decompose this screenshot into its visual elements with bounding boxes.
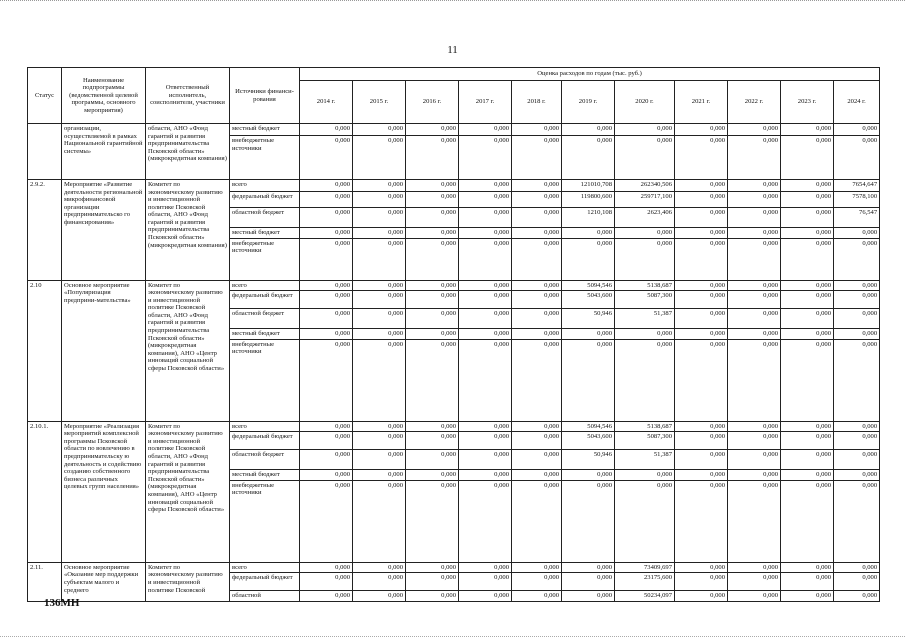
cell-value: 0,000: [615, 339, 675, 421]
footer-code: 136МН: [44, 597, 80, 609]
cell-value: 0,000: [675, 309, 728, 329]
header-year: 2018 г.: [512, 81, 562, 124]
cell-source: местный бюджет: [230, 124, 300, 136]
table-row: [28, 562, 880, 573]
cell-value: 0,000: [459, 421, 512, 432]
cell-value: 0,000: [728, 238, 781, 280]
cell-value: 0,000: [300, 573, 353, 591]
cell-source: всего: [230, 180, 300, 192]
cell-value: 0,000: [300, 208, 353, 228]
cell-value: 2623,406: [615, 208, 675, 228]
header-year: 2020 г.: [615, 81, 675, 124]
cell-value: 23175,600: [615, 573, 675, 591]
cell-value: 0,000: [353, 573, 406, 591]
cell-name: организации, осуществляемой в рамках Национальной гарантийной системы»: [62, 124, 146, 180]
cell-status: 2.10.1.: [28, 421, 62, 562]
cell-value: 0,000: [406, 450, 459, 470]
cell-value: 0,000: [512, 228, 562, 239]
cell-value: 0,000: [834, 291, 880, 309]
cell-source: областной: [230, 591, 300, 602]
cell-value: 0,000: [406, 291, 459, 309]
cell-value: 0,000: [834, 309, 880, 329]
header-status: Статус: [28, 68, 62, 124]
cell-value: 0,000: [675, 480, 728, 562]
table-row: [28, 124, 880, 136]
cell-value: 0,000: [562, 562, 615, 573]
cell-value: 0,000: [675, 470, 728, 481]
cell-value: 0,000: [781, 180, 834, 192]
cell-value: 0,000: [353, 192, 406, 208]
cell-value: 0,000: [353, 136, 406, 180]
cell-value: 1210,108: [562, 208, 615, 228]
cell-value: 0,000: [353, 432, 406, 450]
table-row: [28, 280, 880, 291]
cell-source: всего: [230, 280, 300, 291]
cell-value: 76,547: [834, 208, 880, 228]
cell-value: 0,000: [728, 208, 781, 228]
cell-value: 0,000: [353, 124, 406, 136]
cell-value: 0,000: [406, 421, 459, 432]
cell-value: 0,000: [834, 573, 880, 591]
cell-value: 0,000: [781, 573, 834, 591]
cell-value: 0,000: [675, 180, 728, 192]
cell-value: 0,000: [406, 309, 459, 329]
cell-value: 0,000: [728, 470, 781, 481]
cell-value: 0,000: [459, 591, 512, 602]
cell-value: 5087,300: [615, 291, 675, 309]
cell-value: 0,000: [300, 124, 353, 136]
cell-value: 0,000: [675, 591, 728, 602]
cell-value: 0,000: [459, 573, 512, 591]
cell-value: 5087,300: [615, 432, 675, 450]
cell-value: 0,000: [353, 562, 406, 573]
cell-value: 0,000: [834, 124, 880, 136]
header-name: Наименование подпрограммы (ведомственной целевой программы, основного мероприятия): [62, 68, 146, 124]
cell-value: 0,000: [781, 329, 834, 340]
cell-value: 0,000: [834, 450, 880, 470]
cell-value: 0,000: [615, 238, 675, 280]
cell-value: 0,000: [675, 291, 728, 309]
cell-source: областной бюджет: [230, 450, 300, 470]
cell-value: 0,000: [300, 562, 353, 573]
cell-source: внебюджетные источники: [230, 339, 300, 421]
cell-value: 0,000: [300, 228, 353, 239]
cell-value: 0,000: [406, 480, 459, 562]
cell-value: 0,000: [300, 480, 353, 562]
cell-value: 0,000: [781, 192, 834, 208]
cell-value: 0,000: [834, 228, 880, 239]
cell-source: федеральный бюджет: [230, 291, 300, 309]
cell-value: 0,000: [834, 339, 880, 421]
cell-value: 0,000: [675, 136, 728, 180]
cell-value: 0,000: [728, 228, 781, 239]
cell-value: 0,000: [562, 329, 615, 340]
cell-status: [28, 124, 62, 180]
cell-value: 0,000: [675, 562, 728, 573]
cell-value: 0,000: [512, 280, 562, 291]
cell-value: 0,000: [406, 470, 459, 481]
cell-source: внебюджетные источники: [230, 480, 300, 562]
cell-name: Основное мероприятие «Популяризация предприни-мательства»: [62, 280, 146, 421]
cell-value: 0,000: [459, 192, 512, 208]
cell-value: 0,000: [459, 309, 512, 329]
cell-value: 0,000: [459, 339, 512, 421]
cell-value: 0,000: [562, 573, 615, 591]
cell-value: 0,000: [406, 562, 459, 573]
cell-value: 0,000: [728, 192, 781, 208]
cell-value: 0,000: [615, 329, 675, 340]
cell-value: 0,000: [353, 280, 406, 291]
cell-value: 0,000: [834, 470, 880, 481]
cell-value: 5094,546: [562, 280, 615, 291]
cell-value: 0,000: [459, 562, 512, 573]
cell-value: 5138,687: [615, 280, 675, 291]
cell-value: 0,000: [459, 180, 512, 192]
cell-value: 0,000: [459, 208, 512, 228]
cell-source: местный бюджет: [230, 329, 300, 340]
cell-value: 0,000: [512, 192, 562, 208]
cell-status: 2.9.2.: [28, 180, 62, 281]
cell-value: 0,000: [781, 339, 834, 421]
cell-value: 0,000: [353, 450, 406, 470]
cell-value: 0,000: [353, 309, 406, 329]
cell-value: 0,000: [300, 432, 353, 450]
header-year: 2019 г.: [562, 81, 615, 124]
cell-value: 0,000: [353, 291, 406, 309]
cell-executor: Комитет по экономическому развитию и инвестиционной политике Псковской области, АНО «Фонд гарантий и развития предпринимательства Псковской области» (микрокредитная компания), АНО «Центр инноваций социальной сферы Псковской области»: [146, 421, 230, 562]
cell-value: 5043,600: [562, 291, 615, 309]
cell-value: 0,000: [406, 432, 459, 450]
header-year: 2017 г.: [459, 81, 512, 124]
cell-value: 0,000: [781, 562, 834, 573]
header-estimate: Оценка расходов по годам (тыс. руб.): [300, 68, 880, 81]
cell-value: 0,000: [512, 238, 562, 280]
cell-value: 0,000: [781, 124, 834, 136]
cell-value: 0,000: [512, 339, 562, 421]
cell-value: 0,000: [406, 124, 459, 136]
cell-value: 0,000: [834, 280, 880, 291]
cell-value: 0,000: [675, 192, 728, 208]
cell-value: 0,000: [615, 124, 675, 136]
cell-source: местный бюджет: [230, 228, 300, 239]
cell-value: 51,387: [615, 450, 675, 470]
cell-executor: Комитет по экономическому развитию и инвестиционной политике Псковской области, АНО «Фонд гарантий и развития предпринимательства Псковской области» (микрокредитная компания): [146, 180, 230, 281]
cell-value: 0,000: [512, 470, 562, 481]
cell-value: 0,000: [406, 136, 459, 180]
cell-value: 0,000: [406, 238, 459, 280]
cell-value: 0,000: [781, 591, 834, 602]
cell-value: 0,000: [834, 562, 880, 573]
cell-value: 0,000: [675, 228, 728, 239]
cell-value: 0,000: [512, 450, 562, 470]
cell-value: 0,000: [834, 480, 880, 562]
cell-value: 0,000: [512, 208, 562, 228]
cell-value: 0,000: [781, 228, 834, 239]
cell-value: 0,000: [512, 480, 562, 562]
cell-value: 0,000: [728, 421, 781, 432]
cell-value: 0,000: [728, 432, 781, 450]
cell-value: 0,000: [675, 280, 728, 291]
cell-source: всего: [230, 421, 300, 432]
cell-name: Основное мероприятие «Оказание мер поддержки субъектам малого и среднего: [62, 562, 146, 601]
cell-value: 0,000: [728, 124, 781, 136]
cell-value: 0,000: [781, 280, 834, 291]
cell-value: 0,000: [353, 421, 406, 432]
cell-value: 5138,687: [615, 421, 675, 432]
cell-value: 0,000: [406, 591, 459, 602]
cell-value: 0,000: [675, 432, 728, 450]
cell-value: 0,000: [459, 291, 512, 309]
cell-value: 0,000: [834, 591, 880, 602]
cell-value: 7654,647: [834, 180, 880, 192]
bottom-scan-edge: [0, 636, 905, 638]
cell-source: внебюджетные источники: [230, 238, 300, 280]
cell-value: 121010,708: [562, 180, 615, 192]
cell-value: 0,000: [728, 450, 781, 470]
cell-value: 0,000: [459, 470, 512, 481]
cell-value: 0,000: [728, 180, 781, 192]
cell-executor: Комитет по экономическому развитию и инвестиционной политике Псковской: [146, 562, 230, 601]
cell-value: 0,000: [781, 432, 834, 450]
cell-value: 0,000: [728, 480, 781, 562]
table-body: [28, 124, 880, 602]
cell-value: 0,000: [300, 136, 353, 180]
cell-value: 0,000: [675, 238, 728, 280]
cell-value: 0,000: [675, 339, 728, 421]
table-row: [28, 180, 880, 192]
cell-value: 0,000: [512, 591, 562, 602]
header-source: Источники финанси-рования: [230, 68, 300, 124]
cell-value: 0,000: [562, 480, 615, 562]
cell-value: 0,000: [728, 339, 781, 421]
cell-value: 0,000: [615, 480, 675, 562]
cell-value: 51,387: [615, 309, 675, 329]
cell-value: 0,000: [406, 339, 459, 421]
cell-value: 0,000: [300, 192, 353, 208]
cell-source: федеральный бюджет: [230, 432, 300, 450]
cell-name: Мероприятие «Реализация мероприятий комплексной программы Псковской области по вовлечению в предпринимательску ю деятельность и содействию созданию собственного бизнеса различных целевых групп населения»: [62, 421, 146, 562]
cell-value: 0,000: [834, 136, 880, 180]
cell-value: 0,000: [512, 309, 562, 329]
cell-value: 0,000: [781, 309, 834, 329]
cell-value: 0,000: [675, 124, 728, 136]
cell-status: 2.11.: [28, 562, 62, 601]
cell-value: 0,000: [781, 291, 834, 309]
cell-value: 0,000: [353, 470, 406, 481]
cell-executor: области, АНО «Фонд гарантий и развития предпринимательства Псковской области» (микрокредитная компания): [146, 124, 230, 180]
cell-value: 0,000: [300, 339, 353, 421]
cell-value: 0,000: [834, 238, 880, 280]
cell-value: 0,000: [834, 432, 880, 450]
cell-value: 0,000: [781, 480, 834, 562]
cell-value: 0,000: [353, 180, 406, 192]
cell-source: областной бюджет: [230, 208, 300, 228]
cell-value: 119800,600: [562, 192, 615, 208]
cell-value: 0,000: [300, 280, 353, 291]
cell-value: 0,000: [781, 450, 834, 470]
cell-source: местный бюджет: [230, 470, 300, 481]
cell-value: 5043,600: [562, 432, 615, 450]
cell-value: 0,000: [459, 124, 512, 136]
cell-value: 0,000: [562, 339, 615, 421]
cell-value: 0,000: [459, 450, 512, 470]
cell-value: 0,000: [459, 432, 512, 450]
cell-value: 7578,100: [834, 192, 880, 208]
cell-value: 50,946: [562, 450, 615, 470]
cell-value: 259717,100: [615, 192, 675, 208]
header-year: 2023 г.: [781, 81, 834, 124]
cell-value: 0,000: [353, 339, 406, 421]
cell-value: 0,000: [300, 291, 353, 309]
cell-source: федеральный бюджет: [230, 573, 300, 591]
cell-value: 0,000: [728, 562, 781, 573]
top-scan-edge: [0, 0, 905, 2]
cell-value: 0,000: [562, 238, 615, 280]
cell-value: 0,000: [512, 421, 562, 432]
cell-value: 0,000: [562, 470, 615, 481]
cell-value: 50234,097: [615, 591, 675, 602]
cell-value: 0,000: [406, 280, 459, 291]
cell-source: областной бюджет: [230, 309, 300, 329]
cell-value: 0,000: [675, 450, 728, 470]
header-year: 2021 г.: [675, 81, 728, 124]
cell-value: 0,000: [781, 136, 834, 180]
page-number: 11: [447, 44, 458, 56]
cell-value: 0,000: [512, 180, 562, 192]
cell-value: 0,000: [512, 432, 562, 450]
cell-value: 0,000: [728, 291, 781, 309]
cell-value: 0,000: [781, 208, 834, 228]
cell-value: 0,000: [353, 228, 406, 239]
cell-value: 50,946: [562, 309, 615, 329]
header-year: 2022 г.: [728, 81, 781, 124]
cell-value: 0,000: [728, 136, 781, 180]
cell-value: 0,000: [615, 470, 675, 481]
cell-value: 0,000: [353, 238, 406, 280]
cell-value: 0,000: [459, 136, 512, 180]
cell-value: 0,000: [406, 208, 459, 228]
cell-executor: Комитет по экономическому развитию и инвестиционной политике Псковской области, АНО «Фонд гарантий и развития предпринимательства Псковской области» (микрокредитная компания), АНО «Центр инноваций социальной сферы Псковской области»: [146, 280, 230, 421]
cell-status: 2.10: [28, 280, 62, 421]
cell-value: 0,000: [834, 329, 880, 340]
cell-value: 0,000: [512, 291, 562, 309]
cell-value: 0,000: [406, 329, 459, 340]
cell-value: 0,000: [615, 136, 675, 180]
cell-value: 0,000: [675, 208, 728, 228]
cell-value: 0,000: [459, 238, 512, 280]
cell-value: 0,000: [781, 470, 834, 481]
cell-value: 0,000: [459, 280, 512, 291]
cell-value: 0,000: [353, 480, 406, 562]
cell-value: 0,000: [615, 228, 675, 239]
cell-value: 0,000: [728, 280, 781, 291]
cell-value: 0,000: [512, 124, 562, 136]
cell-source: внебюджетные источники: [230, 136, 300, 180]
cell-value: 262340,506: [615, 180, 675, 192]
cell-value: 0,000: [300, 329, 353, 340]
cell-value: 0,000: [459, 480, 512, 562]
cell-value: 0,000: [675, 573, 728, 591]
cell-source: всего: [230, 562, 300, 573]
cell-value: 0,000: [406, 228, 459, 239]
cell-value: 0,000: [562, 228, 615, 239]
cell-value: 0,000: [300, 450, 353, 470]
cell-value: 0,000: [300, 591, 353, 602]
cell-value: 0,000: [406, 573, 459, 591]
cell-value: 0,000: [781, 421, 834, 432]
header-year: 2014 г.: [300, 81, 353, 124]
cell-value: 0,000: [675, 329, 728, 340]
cell-value: 0,000: [562, 124, 615, 136]
cell-value: 73409,697: [615, 562, 675, 573]
cell-value: 0,000: [512, 573, 562, 591]
budget-table: [27, 67, 880, 602]
cell-value: 0,000: [781, 238, 834, 280]
cell-name: Мероприятие «Развитие деятельности региональной микрофинансовой организации предпринимательско го финансирования»: [62, 180, 146, 281]
cell-value: 5094,546: [562, 421, 615, 432]
cell-value: 0,000: [353, 591, 406, 602]
cell-value: 0,000: [353, 208, 406, 228]
cell-value: 0,000: [300, 470, 353, 481]
cell-value: 0,000: [512, 136, 562, 180]
cell-value: 0,000: [406, 192, 459, 208]
cell-value: 0,000: [406, 180, 459, 192]
cell-value: 0,000: [512, 329, 562, 340]
cell-value: 0,000: [353, 329, 406, 340]
table-row: [28, 421, 880, 432]
cell-value: 0,000: [834, 421, 880, 432]
header-year: 2015 г.: [353, 81, 406, 124]
cell-value: 0,000: [300, 180, 353, 192]
header-year: 2024 г.: [834, 81, 880, 124]
cell-value: 0,000: [562, 136, 615, 180]
cell-value: 0,000: [728, 573, 781, 591]
cell-value: 0,000: [300, 309, 353, 329]
header-executor: Ответственный исполнитель, соисполнители, участники: [146, 68, 230, 124]
cell-value: 0,000: [459, 228, 512, 239]
cell-value: 0,000: [512, 562, 562, 573]
cell-value: 0,000: [300, 238, 353, 280]
cell-value: 0,000: [675, 421, 728, 432]
cell-value: 0,000: [728, 329, 781, 340]
cell-value: 0,000: [728, 309, 781, 329]
cell-source: федеральный бюджет: [230, 192, 300, 208]
header-year: 2016 г.: [406, 81, 459, 124]
cell-value: 0,000: [300, 421, 353, 432]
cell-value: 0,000: [728, 591, 781, 602]
cell-value: 0,000: [459, 329, 512, 340]
cell-value: 0,000: [562, 591, 615, 602]
